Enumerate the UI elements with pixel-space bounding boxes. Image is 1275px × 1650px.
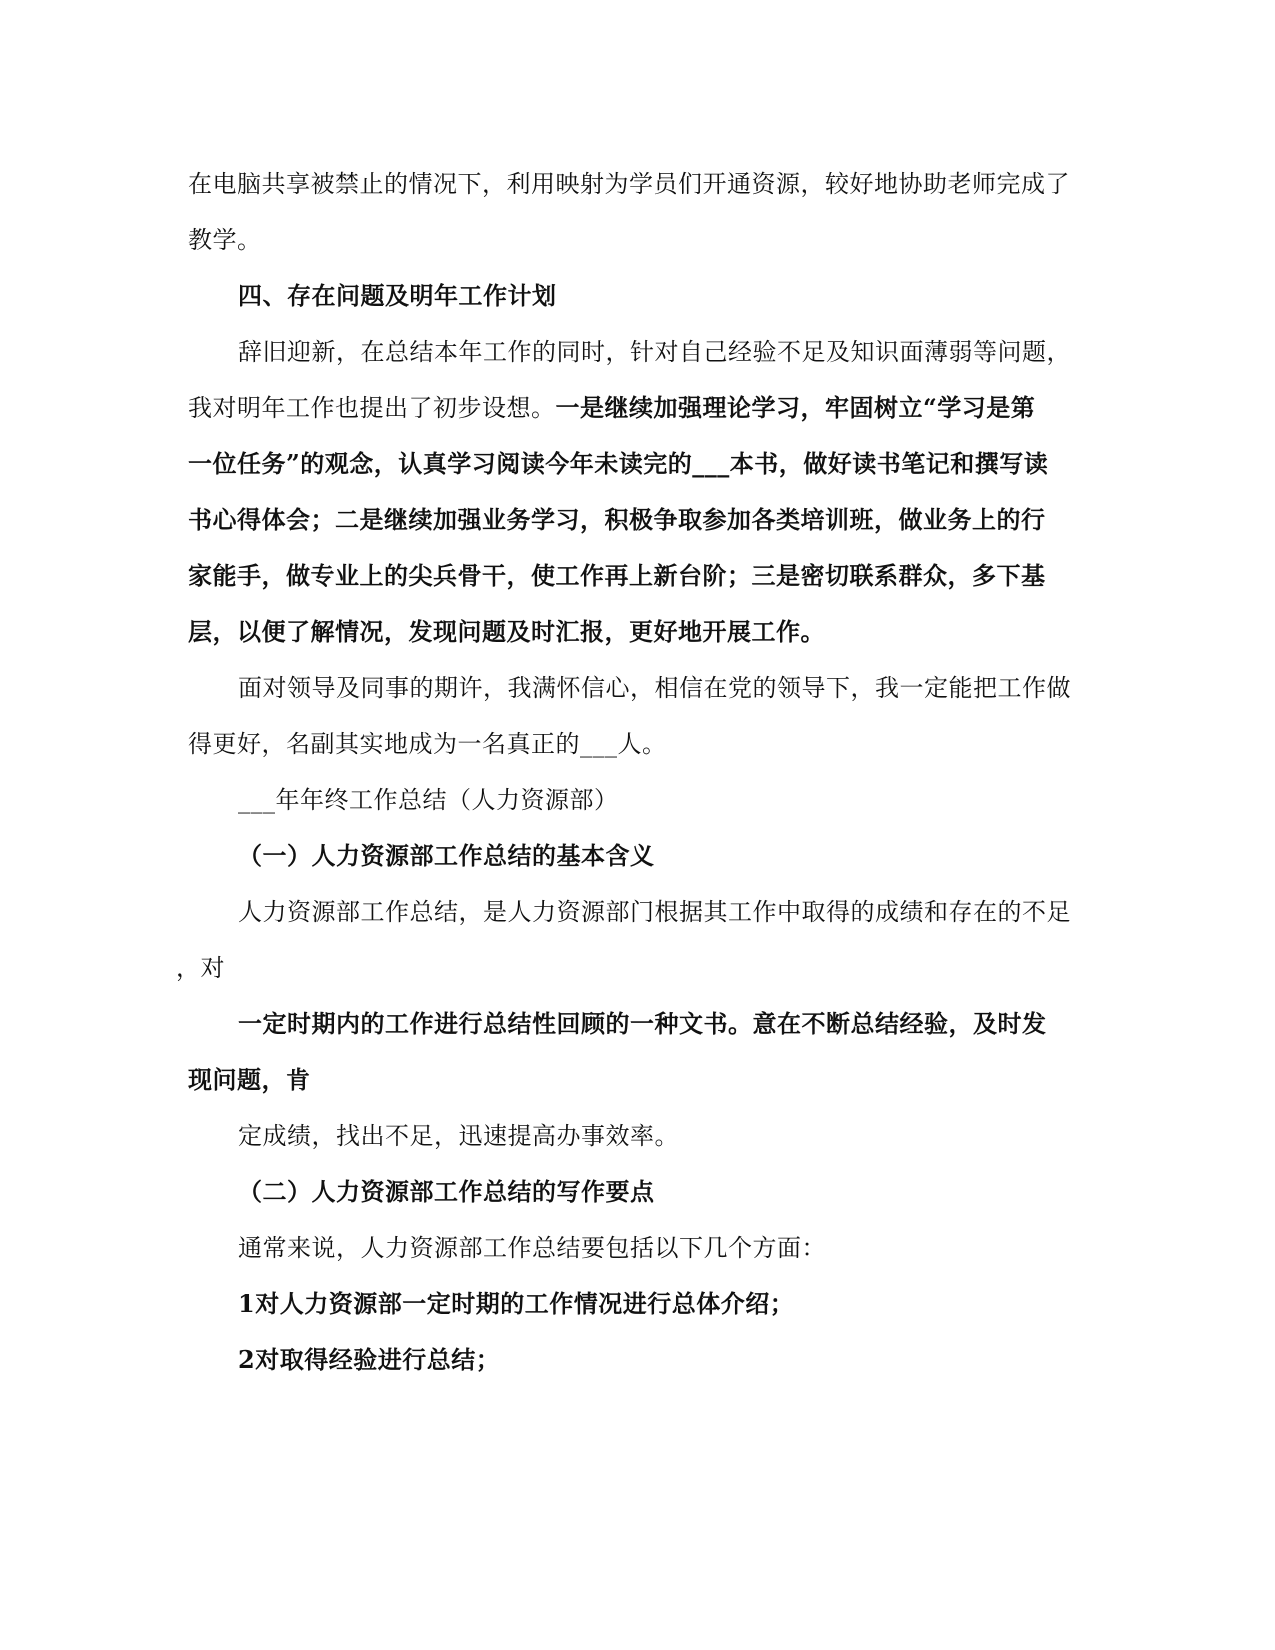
list-item: 2对取得经验进行总结； xyxy=(238,1345,501,1374)
paragraph-line: 书心得体会；二是继续加强业务学习，积极争取参加各类培训班，做业务上的行 xyxy=(188,505,1046,534)
paragraph-line: 一定时期内的工作进行总结性回顾的一种文书。意在不断总结经验，及时发 xyxy=(238,1009,1047,1038)
paragraph-line: 层，以便了解情况，发现问题及时汇报，更好地开展工作。 xyxy=(188,617,825,646)
paragraph-line: 得更好，名副其实地成为一名真正的___人。 xyxy=(188,730,667,758)
list-item: 1对人力资源部一定时期的工作情况进行总体介绍； xyxy=(238,1289,795,1318)
paragraph-segment: 我对明年工作也提出了初步设想。 xyxy=(188,394,556,422)
paragraph-line xyxy=(188,392,1035,424)
paragraph-line: ，对 xyxy=(176,954,225,982)
section-heading: （一）人力资源部工作总结的基本含义 xyxy=(238,841,655,870)
paragraph-line: 现问题，肯 xyxy=(188,1065,311,1094)
paragraph-line: 通常来说，人力资源部工作总结要包括以下几个方面： xyxy=(238,1234,826,1262)
document-title: ___年年终工作总结（人力资源部） xyxy=(238,786,619,814)
paragraph-line: 在电脑共享被禁止的情况下，利用映射为学员们开通资源，较好地协助老师完成了 xyxy=(188,170,1070,198)
paragraph-line: 人力资源部工作总结，是人力资源部门根据其工作中取得的成绩和存在的不足 xyxy=(238,898,1071,926)
section-heading: 四、存在问题及明年工作计划 xyxy=(238,281,557,310)
paragraph-line: 定成绩，找出不足，迅速提高办事效率。 xyxy=(238,1122,679,1150)
paragraph-line: 教学。 xyxy=(188,226,262,254)
paragraph-line: 一位任务”的观念，认真学习阅读今年未读完的___本书，做好读书笔记和撰写读 xyxy=(188,449,1049,478)
paragraph-line: 辞旧迎新，在总结本年工作的同时，针对自己经验不足及知识面薄弱等问题， xyxy=(238,338,1071,366)
paragraph-line: 面对领导及同事的期许，我满怀信心，相信在党的领导下，我一定能把工作做 xyxy=(238,674,1071,702)
paragraph-line: 家能手，做专业上的尖兵骨干，使工作再上新台阶；三是密切联系群众，多下基 xyxy=(188,561,1046,590)
section-heading: （二）人力资源部工作总结的写作要点 xyxy=(238,1177,655,1206)
paragraph-segment-bold: 一是继续加强理论学习，牢固树立“学习是第 xyxy=(555,393,1036,422)
